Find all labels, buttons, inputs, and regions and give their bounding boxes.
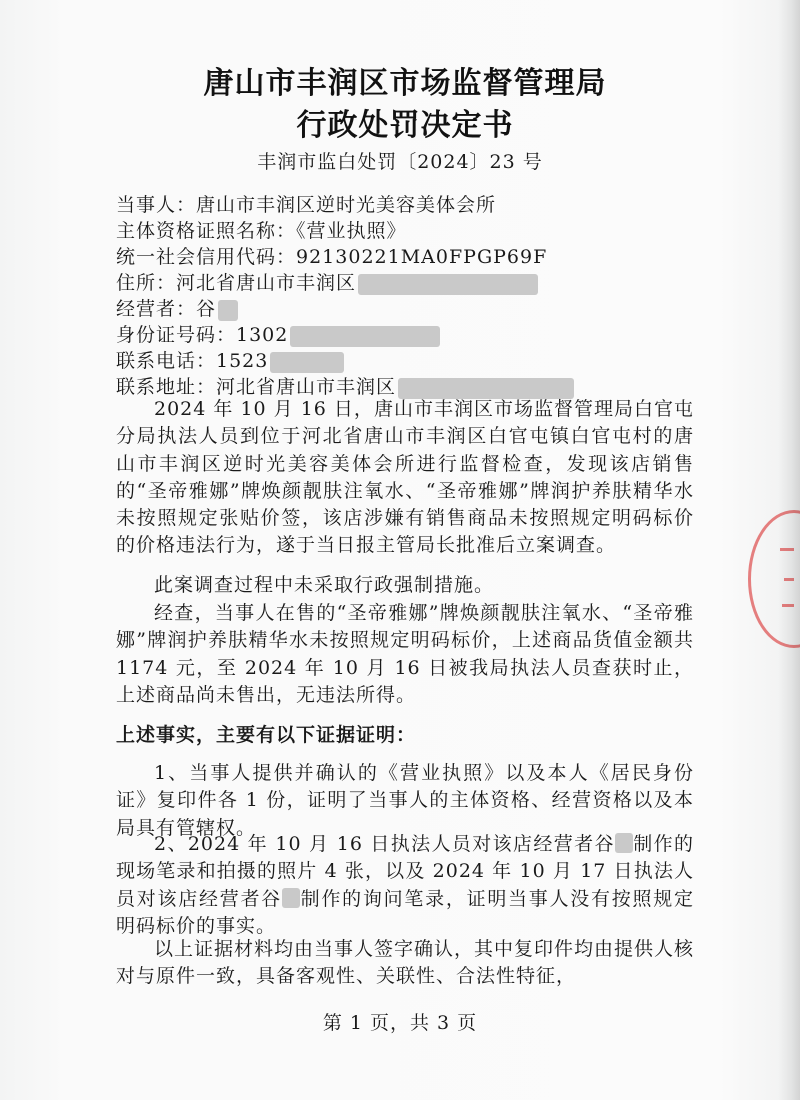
redaction-block	[218, 300, 238, 321]
paragraph-no-coercive-measures: 此案调查过程中未采取行政强制措施。	[154, 574, 495, 596]
contact-address-text: 联系地址：河北省唐山市丰润区	[116, 376, 397, 398]
phone-text: 联系电话：1523	[116, 350, 269, 372]
redaction-block	[358, 274, 538, 295]
operator	[116, 294, 238, 321]
contact-address	[116, 372, 574, 399]
paragraph-inspection: 2024 年 10 月 16 日，唐山市丰润区市场监督管理局白官屯分局执法人员到位于河北省唐山市丰润区白官屯镇白官屯村的唐山市丰润区逆时光美容美体会所进行监督检查，发现该店销售的“圣帝雅娜”牌焕颜靓肤注氧水、“圣帝雅娜”牌润护养肤精华水未按照规定张贴价签，该店涉嫌有销售商品未按照规定明码标价的价格违法行为，遂于当日报主管局长批准后立案调查。	[116, 398, 694, 557]
paragraph-findings: 经查，当事人在售的“圣帝雅娜”牌焕颜靓肤注氧水、“圣帝雅娜”牌润护养肤精华水未按照规定明码标价，上述商品货值金额共 1174 元，至 2024 年 10 月 16 日被我局执法人员查获时止，上述商品尚未售出，无违法所得。	[116, 602, 694, 706]
document-number: 丰润市监白处罚〔2024〕23 号	[257, 151, 543, 173]
redaction-block	[282, 888, 300, 908]
evidence-item-1: 1、当事人提供并确认的《营业执照》以及本人《居民身份证》复印件各 1 份，证明了当事人的主体资格、经营资格以及本局具有管辖权。	[116, 762, 694, 839]
redaction-block	[270, 352, 344, 373]
evidence-heading: 上述事实，主要有以下证据证明：	[116, 724, 417, 746]
party-address	[116, 268, 538, 295]
license-type	[116, 216, 407, 243]
document-title-authority: 唐山市丰润区市场监督管理局	[203, 66, 607, 101]
page-number: 第 1 页，共 3 页	[322, 1012, 478, 1034]
paragraph-evidence-validity: 以上证据材料均由当事人签字确认，其中复印件均由提供人核对与原件一致，具备客观性、关联性、合法性特征，	[116, 938, 695, 988]
party-name-text: 当事人：唐山市丰润区逆时光美容美体会所	[116, 194, 497, 216]
paper-shadow	[778, 0, 800, 1100]
license-type-text: 主体资格证照名称：《营业执照》	[116, 220, 407, 242]
evidence-item-2	[116, 831, 694, 940]
id-number	[116, 320, 440, 347]
redaction-block	[290, 326, 440, 347]
evidence-item-2-part-a: 2、2024 年 10 月 16 日执法人员对该店经营者谷	[154, 833, 615, 855]
evidence-item-2-part-b: 制作的现场笔录和拍摄的照片 4 张，以及 2024 年 10 月 17 日执法人员对该店经营者谷	[116, 833, 694, 910]
operator-text: 经营者：谷	[116, 298, 217, 320]
redaction-block	[615, 833, 633, 853]
credit-code	[116, 242, 547, 269]
party-address-text: 住所：河北省唐山市丰润区	[116, 272, 357, 294]
credit-code-text: 统一社会信用代码：92130221MA0FPGP69F	[116, 246, 548, 268]
phone	[116, 346, 344, 373]
document-title-type: 行政处罚决定书	[296, 108, 514, 143]
party-name	[116, 190, 496, 217]
id-number-text: 身份证号码：1302	[116, 324, 289, 346]
evidence-item-2-part-c: 制作的询问笔录，证明当事人没有按照规定明码标价的事实。	[116, 887, 694, 937]
